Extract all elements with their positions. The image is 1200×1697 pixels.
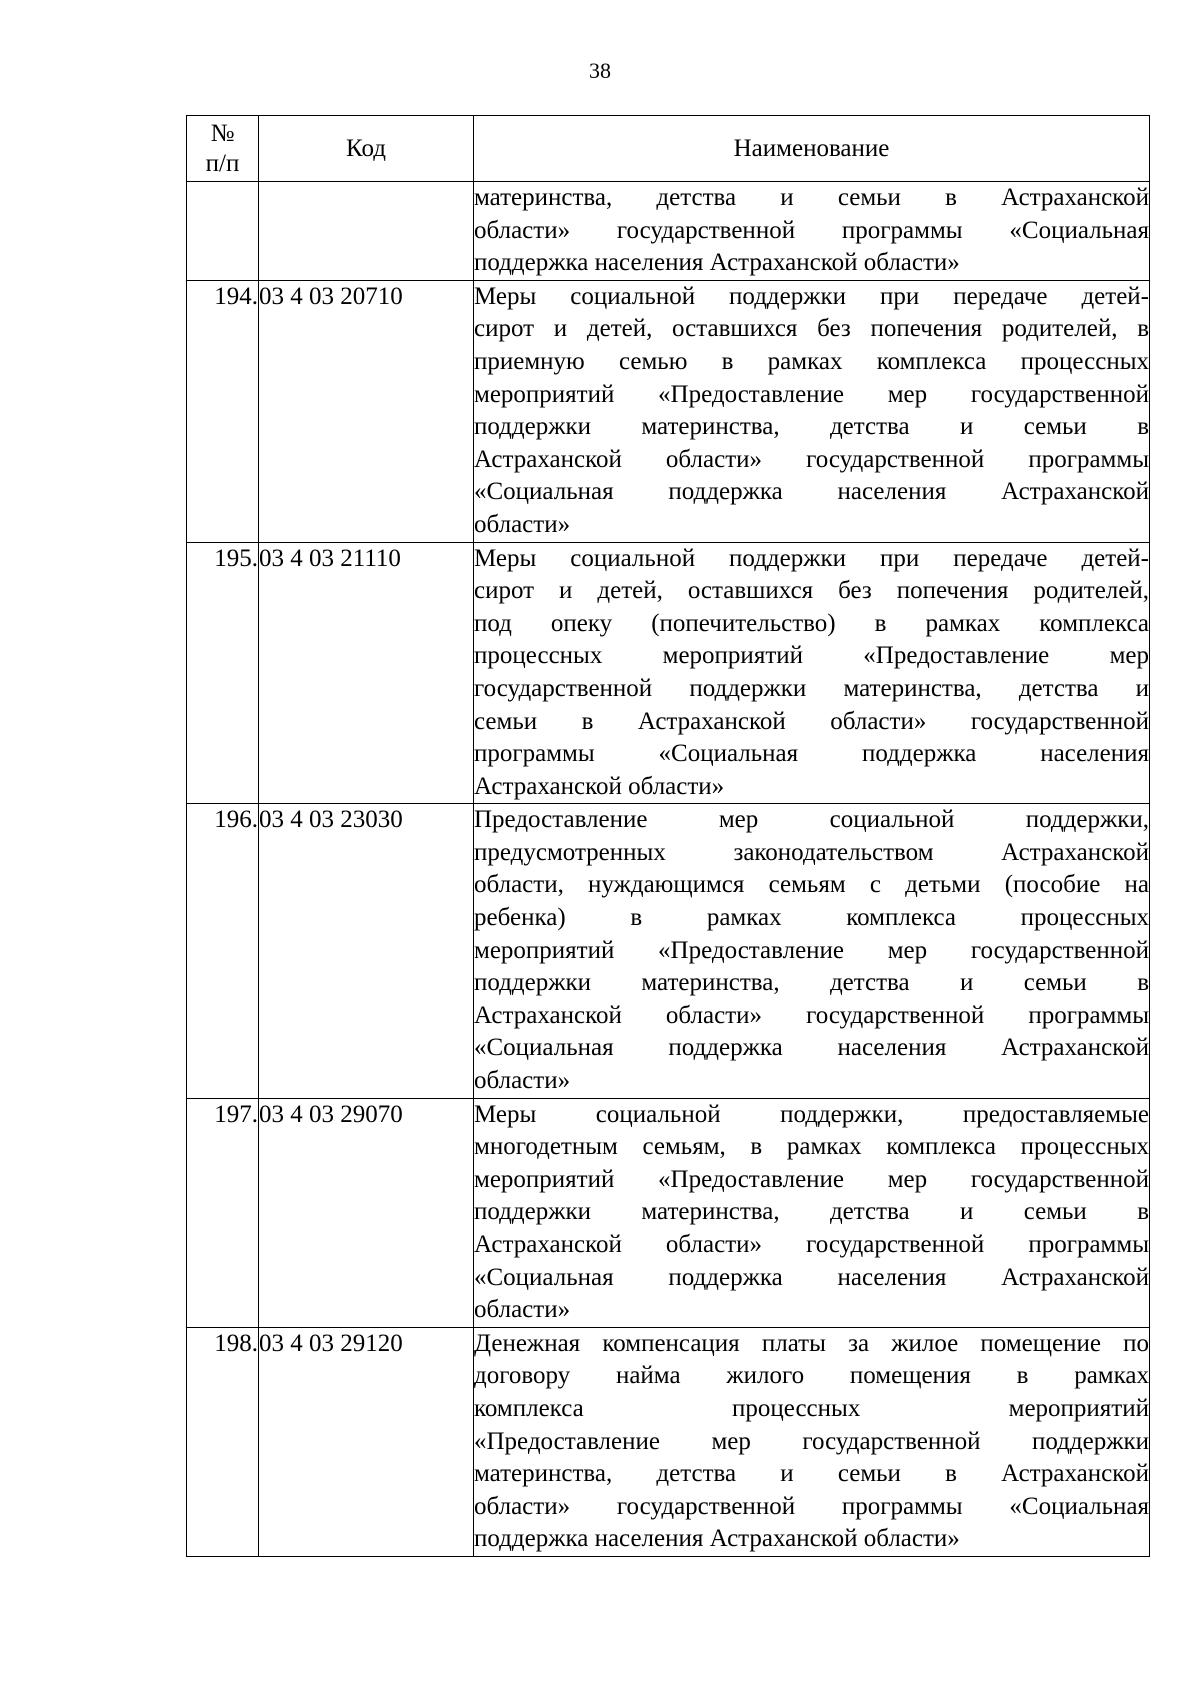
row-name-line: области» — [474, 510, 571, 538]
row-name-line: процессных мероприятий «Предоставление мер — [474, 642, 1149, 670]
row-code: 03 4 03 29120 — [259, 1327, 474, 1556]
row-name-line: «Социальная поддержка населения Астраханской — [474, 478, 1149, 506]
row-name-line: поддержки материнства, детства и семьи в — [474, 1198, 1149, 1226]
row-name-line: области» государственной программы «Социальная — [474, 216, 1149, 244]
row-name-line: области» — [474, 1067, 571, 1095]
row-name-line: поддержка населения Астраханской области» — [474, 1525, 960, 1553]
row-name-line: сирот и детей, оставшихся без попечения родителей, — [474, 577, 1149, 605]
row-name-line: поддержка населения Астраханской области» — [474, 249, 960, 277]
table-row — [187, 1098, 1150, 1327]
row-name-line: «Предоставление мер государственной поддержки — [474, 1427, 1149, 1455]
row-name — [474, 1327, 1150, 1556]
row-name-line: под опеку (попечительство) в рамках комплекса — [474, 609, 1149, 637]
row-code: 03 4 03 29070 — [259, 1098, 474, 1327]
row-number: 197. — [187, 1098, 259, 1327]
row-name-line: материнства, детства и семьи в Астраханской — [474, 1460, 1149, 1488]
table-row — [187, 280, 1150, 542]
row-number: 195. — [187, 542, 259, 804]
row-code: 03 4 03 20710 — [259, 280, 474, 542]
row-name-line: государственной поддержки материнства, детства и — [474, 674, 1149, 702]
header-code: Код — [259, 116, 474, 182]
row-name — [474, 182, 1150, 281]
row-name — [474, 1098, 1150, 1327]
table-row — [187, 542, 1150, 804]
row-number: 196. — [187, 804, 259, 1098]
row-name-line: Астраханской области» государственной программы — [474, 1001, 1149, 1029]
table-row — [187, 804, 1150, 1098]
row-name-line: Денежная компенсация платы за жилое помещение по — [474, 1329, 1149, 1357]
row-name-line: комплекса процессных мероприятий — [474, 1394, 1149, 1422]
row-name-line: Астраханской области» государственной программы — [474, 445, 1149, 473]
row-name-line: мероприятий «Предоставление мер государственной — [474, 1165, 1149, 1193]
row-name-line: программы «Социальная поддержка населения — [474, 740, 1149, 768]
row-name — [474, 280, 1150, 542]
row-name-line: материнства, детства и семьи в Астраханской — [474, 184, 1149, 211]
page-number: 38 — [589, 58, 611, 83]
row-name-line: мероприятий «Предоставление мер государственной — [474, 380, 1149, 408]
table-header-row — [187, 116, 1150, 182]
table-row — [187, 1327, 1150, 1556]
row-name-line: Меры социальной поддержки при передаче детей- — [474, 282, 1149, 310]
row-name-line: Предоставление мер социальной поддержки, — [474, 806, 1149, 834]
row-name-line: «Социальная поддержка населения Астраханской — [474, 1034, 1149, 1062]
row-name-line: области» государственной программы «Социальная — [474, 1492, 1149, 1520]
header-number — [187, 116, 259, 182]
row-name-line: мероприятий «Предоставление мер государственной — [474, 936, 1149, 964]
row-name-line: предусмотренных законодательством Астраханской — [474, 838, 1149, 866]
row-name-line: поддержки материнства, детства и семьи в — [474, 969, 1149, 997]
row-code: 03 4 03 21110 — [259, 542, 474, 804]
row-name-line: Меры социальной поддержки при передаче детей- — [474, 544, 1149, 572]
row-code — [259, 182, 474, 281]
row-name-line: «Социальная поддержка населения Астраханской — [474, 1263, 1149, 1291]
row-name-line: Меры социальной поддержки, предоставляемые — [474, 1100, 1149, 1128]
row-name-line: приемную семью в рамках комплекса процессных — [474, 347, 1149, 375]
row-name-line: Астраханской области» государственной программы — [474, 1231, 1149, 1258]
row-code: 03 4 03 23030 — [259, 804, 474, 1098]
row-number: 194. — [187, 280, 259, 542]
table-row — [187, 182, 1150, 281]
header-number-label: п/п — [205, 149, 240, 177]
row-name-line: Астраханской области» — [474, 772, 725, 800]
row-number — [187, 182, 259, 281]
row-name-line: договору найма жилого помещения в рамках — [474, 1362, 1149, 1390]
row-name-line: поддержки материнства, детства и семьи в — [474, 413, 1149, 441]
table-body — [187, 182, 1150, 1557]
row-name-line: области» — [474, 1296, 571, 1324]
row-number: 198. — [187, 1327, 259, 1556]
row-name — [474, 542, 1150, 804]
row-name-line: многодетным семьям, в рамках комплекса процессных — [474, 1133, 1149, 1161]
row-name-line: ребенка) в рамках комплекса процессных — [474, 904, 1149, 932]
row-name-line: области, нуждающимся семьям с детьми (пособие на — [474, 871, 1149, 899]
header-number-symbol: № — [210, 119, 235, 147]
row-name — [474, 804, 1150, 1098]
row-name-line: семьи в Астраханской области» государственной — [474, 707, 1149, 735]
budget-code-table — [186, 115, 1150, 1557]
row-name-line: сирот и детей, оставшихся без попечения родителей, в — [474, 315, 1149, 343]
header-name: Наименование — [474, 116, 1150, 182]
